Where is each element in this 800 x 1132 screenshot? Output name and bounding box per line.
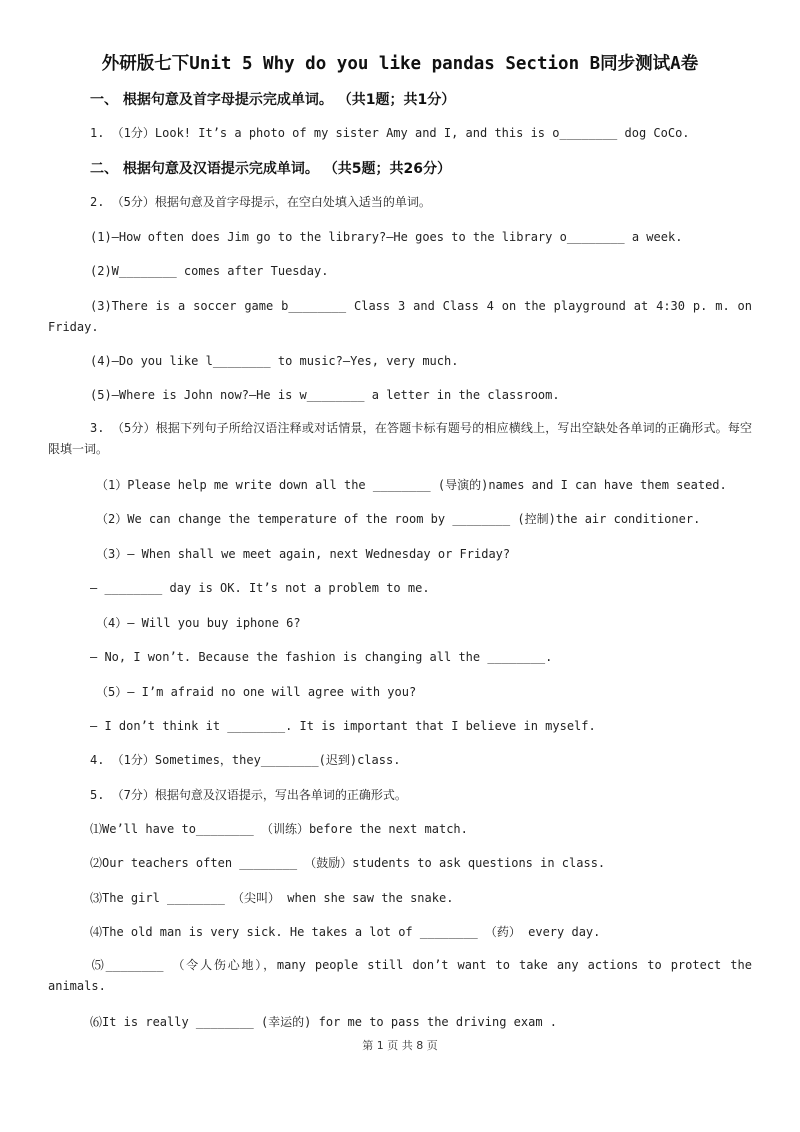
question-4: 4. （1分）Sometimes，they________(迟到)class. — [90, 753, 401, 767]
question-3-line-4: — ________ day is OK. It’s not a problem to me. — [90, 581, 430, 595]
question-2-item-5: (5)—Where is John now?—He is w________ a letter in the classroom. — [90, 388, 560, 402]
page-number-footer: 第 1 页 共 8 页 — [362, 1039, 438, 1052]
question-5-item-1: ⑴We’ll have to________ （训练）before the next match. — [90, 822, 468, 836]
question-3-line-1: （1）Please help me write down all the ________ (导演的)names and I can have them seated. — [96, 478, 727, 492]
question-3-line-8: — I don’t think it ________. It is important that I believe in myself. — [90, 719, 596, 733]
question-3-line-2: （2）We can change the temperature of the room by ________ (控制)the air conditioner. — [96, 512, 701, 526]
question-2-item-3-text: (3)There is a soccer game b________ Class 3 and Class 4 on the playground at 4:30 p. m. on Friday. — [48, 299, 752, 334]
question-3-line-5: （4）— Will you buy iphone 6? — [96, 616, 301, 630]
question-3-line-6: — No, I won’t. Because the fashion is changing all the ________. — [90, 650, 553, 664]
question-5-item-4: ⑷The old man is very sick. He takes a lot of ________ （药） every day. — [90, 925, 601, 939]
question-3-stem — [48, 418, 752, 460]
question-3-line-3: （3）— When shall we meet again, next Wednesday or Friday? — [96, 547, 511, 561]
question-3-stem-text: 3. （5分）根据下列句子所给汉语注释或对话情景，在答题卡标有题号的相应横线上，写出空缺处各单词的正确形式。每空限填一词。 — [48, 421, 752, 456]
question-2-item-1: (1)—How often does Jim go to the library?—He goes to the library o________ a week. — [90, 230, 683, 244]
section-heading-2: 二、 根据句意及汉语提示完成单词。 （共5题；共26分） — [90, 161, 451, 177]
question-5-item-3: ⑶The girl ________ （尖叫） when she saw the snake. — [90, 891, 454, 905]
section-heading-1: 一、 根据句意及首字母提示完成单词。 （共1题；共1分） — [90, 92, 456, 108]
question-2-item-3 — [48, 296, 752, 338]
question-5-item-6: ⑹It is really ________ (幸运的) for me to pass the driving exam . — [90, 1015, 558, 1029]
question-2-item-4: (4)—Do you like l________ to music?—Yes, very much. — [90, 354, 459, 368]
question-2-stem: 2. （5分）根据句意及首字母提示，在空白处填入适当的单词。 — [90, 195, 431, 209]
question-3-line-7: （5）— I’m afraid no one will agree with you? — [96, 685, 417, 699]
question-2-item-2: (2)W________ comes after Tuesday. — [90, 264, 329, 278]
question-5-item-2: ⑵Our teachers often ________ （鼓励）students to ask questions in class. — [90, 856, 606, 870]
question-1: 1. （1分）Look! It’s a photo of my sister Amy and I, and this is o________ dog CoCo. — [90, 126, 690, 140]
question-5-item-5 — [48, 955, 752, 997]
document-title: 外研版七下Unit 5 Why do you like pandas Section B同步测试A卷 — [101, 54, 699, 74]
question-5-item-5-text: ⑸________ （令人伤心地），many people still don’t want to take any actions to protect the animals. — [48, 958, 752, 993]
question-5-stem: 5. （7分）根据句意及汉语提示，写出各单词的正确形式。 — [90, 788, 407, 802]
